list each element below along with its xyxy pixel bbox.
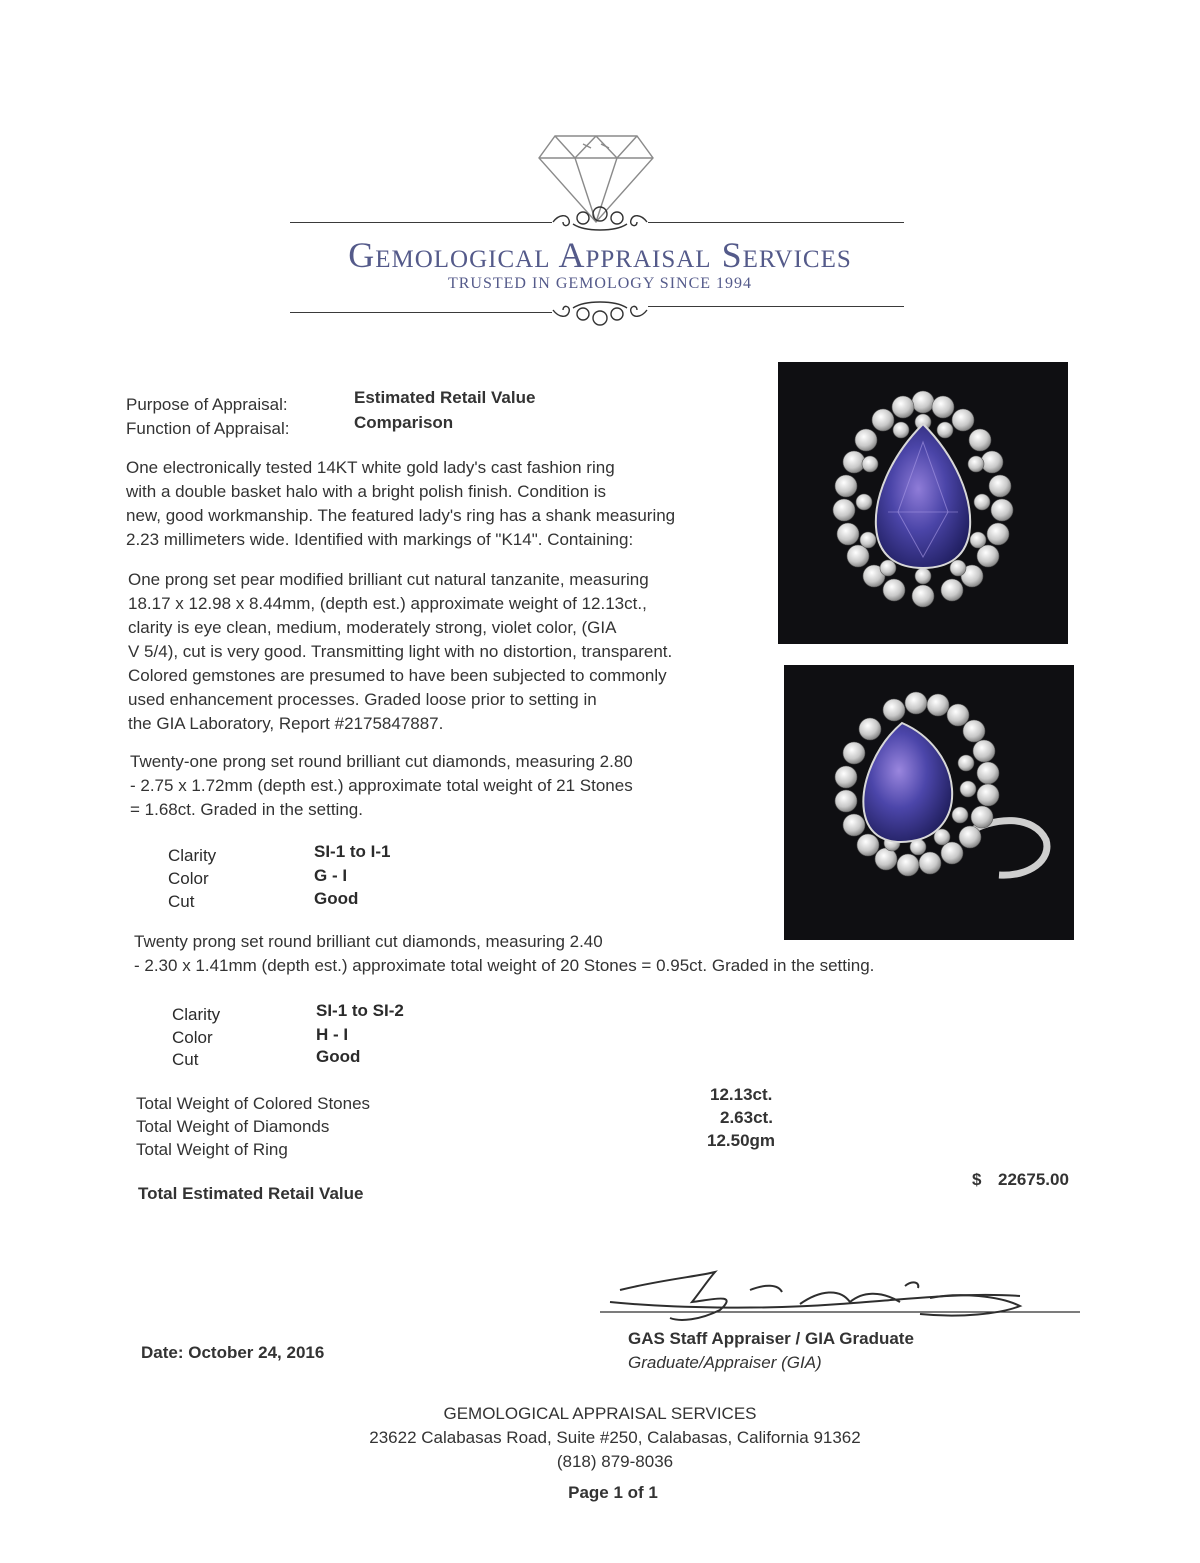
grade-value: G - I bbox=[314, 866, 348, 885]
ornament-scroll-icon bbox=[545, 204, 655, 234]
retail-currency: $ bbox=[972, 1170, 982, 1189]
logo-rule-bottom-right bbox=[648, 306, 904, 307]
ring-photo-top bbox=[778, 362, 1068, 644]
text-line: Twenty-one prong set round brilliant cut diamonds, measuring 2.80 bbox=[130, 752, 633, 771]
company-title: Gemological Appraisal Services bbox=[348, 235, 852, 275]
ornament-scroll-icon bbox=[545, 298, 655, 328]
ring-photo-side bbox=[784, 665, 1074, 940]
text-line: One prong set pear modified brilliant cut natural tanzanite, measuring bbox=[128, 570, 649, 589]
purpose-label: Purpose of Appraisal: bbox=[126, 395, 288, 414]
appraisal-date: Date: October 24, 2016 bbox=[141, 1343, 325, 1362]
total-ring-value: 12.50gm bbox=[707, 1131, 776, 1150]
text-line: the GIA Laboratory, Report #2175847887. bbox=[128, 714, 444, 733]
total-ring-label: Total Weight of Ring bbox=[136, 1140, 288, 1159]
text-line: Colored gemstones are presumed to have been subjected to commonly bbox=[128, 666, 667, 685]
text-line: with a double basket halo with a bright polish finish. Condition is bbox=[126, 482, 607, 501]
tanzanite-description bbox=[128, 568, 778, 736]
text-line: new, good workmanship. The featured lady's ring has a shank measuring bbox=[126, 506, 676, 525]
logo-rule-top-right bbox=[648, 222, 904, 223]
footer-company: GEMOLOGICAL APPRAISAL SERVICES bbox=[443, 1404, 757, 1423]
total-diamonds-label: Total Weight of Diamonds bbox=[136, 1117, 330, 1136]
function-label: Function of Appraisal: bbox=[126, 419, 290, 438]
grade-value: Good bbox=[314, 889, 359, 908]
total-colored-value: 12.13ct. bbox=[710, 1085, 773, 1104]
grade-value: H - I bbox=[316, 1025, 349, 1044]
grade-label: Cut bbox=[168, 892, 195, 911]
diamonds-description-1 bbox=[130, 750, 780, 822]
text-line: V 5/4), cut is very good. Transmitting light with no distortion, transparent. bbox=[128, 642, 673, 661]
text-line: = 1.68ct. Graded in the setting. bbox=[130, 800, 363, 819]
grade-value: Good bbox=[316, 1047, 361, 1066]
retail-value: 22675.00 bbox=[998, 1170, 1069, 1189]
text-line: 2.23 millimeters wide. Identified with markings of "K14". Containing: bbox=[126, 530, 634, 549]
company-tagline: TRUSTED IN GEMOLOGY SINCE 1994 bbox=[447, 275, 753, 292]
text-line: used enhancement processes. Graded loose prior to setting in bbox=[128, 690, 597, 709]
total-diamonds-value: 2.63ct. bbox=[720, 1108, 773, 1127]
footer-phone: (818) 879-8036 bbox=[556, 1452, 674, 1471]
ring-description bbox=[126, 456, 776, 552]
appraiser-title: GAS Staff Appraiser / GIA Graduate bbox=[628, 1329, 914, 1348]
grade-value: SI-1 to SI-2 bbox=[316, 1001, 404, 1020]
text-line: - 2.30 x 1.41mm (depth est.) approximate total weight of 20 Stones = 0.95ct. Graded in the setting. bbox=[134, 956, 875, 975]
function-value: Comparison bbox=[354, 413, 454, 432]
grade-value: SI-1 to I-1 bbox=[314, 842, 391, 861]
text-line: Twenty prong set round brilliant cut diamonds, measuring 2.40 bbox=[134, 932, 603, 951]
grade-label: Color bbox=[168, 869, 209, 888]
purpose-value: Estimated Retail Value bbox=[354, 388, 536, 407]
footer-address: 23622 Calabasas Road, Suite #250, Calabasas, California 91362 bbox=[369, 1428, 861, 1447]
logo-rule-bottom-left bbox=[290, 312, 552, 313]
text-line: clarity is eye clean, medium, moderately strong, violet color, (GIA bbox=[128, 618, 617, 637]
total-retail-label: Total Estimated Retail Value bbox=[138, 1184, 364, 1203]
grade-label: Color bbox=[172, 1028, 213, 1047]
text-line: - 2.75 x 1.72mm (depth est.) approximate total weight of 21 Stones bbox=[130, 776, 633, 795]
grade-label: Cut bbox=[172, 1050, 199, 1069]
logo-rule-top-left bbox=[290, 222, 552, 223]
page-number: Page 1 of 1 bbox=[568, 1483, 658, 1502]
text-line: One electronically tested 14KT white gold lady's cast fashion ring bbox=[126, 458, 615, 477]
total-colored-label: Total Weight of Colored Stones bbox=[136, 1094, 371, 1113]
text-line: 18.17 x 12.98 x 8.44mm, (depth est.) approximate weight of 12.13ct., bbox=[128, 594, 647, 613]
grade-label: Clarity bbox=[168, 846, 217, 865]
grade-label: Clarity bbox=[172, 1005, 221, 1024]
appraiser-subtitle: Graduate/Appraiser (GIA) bbox=[628, 1353, 822, 1372]
